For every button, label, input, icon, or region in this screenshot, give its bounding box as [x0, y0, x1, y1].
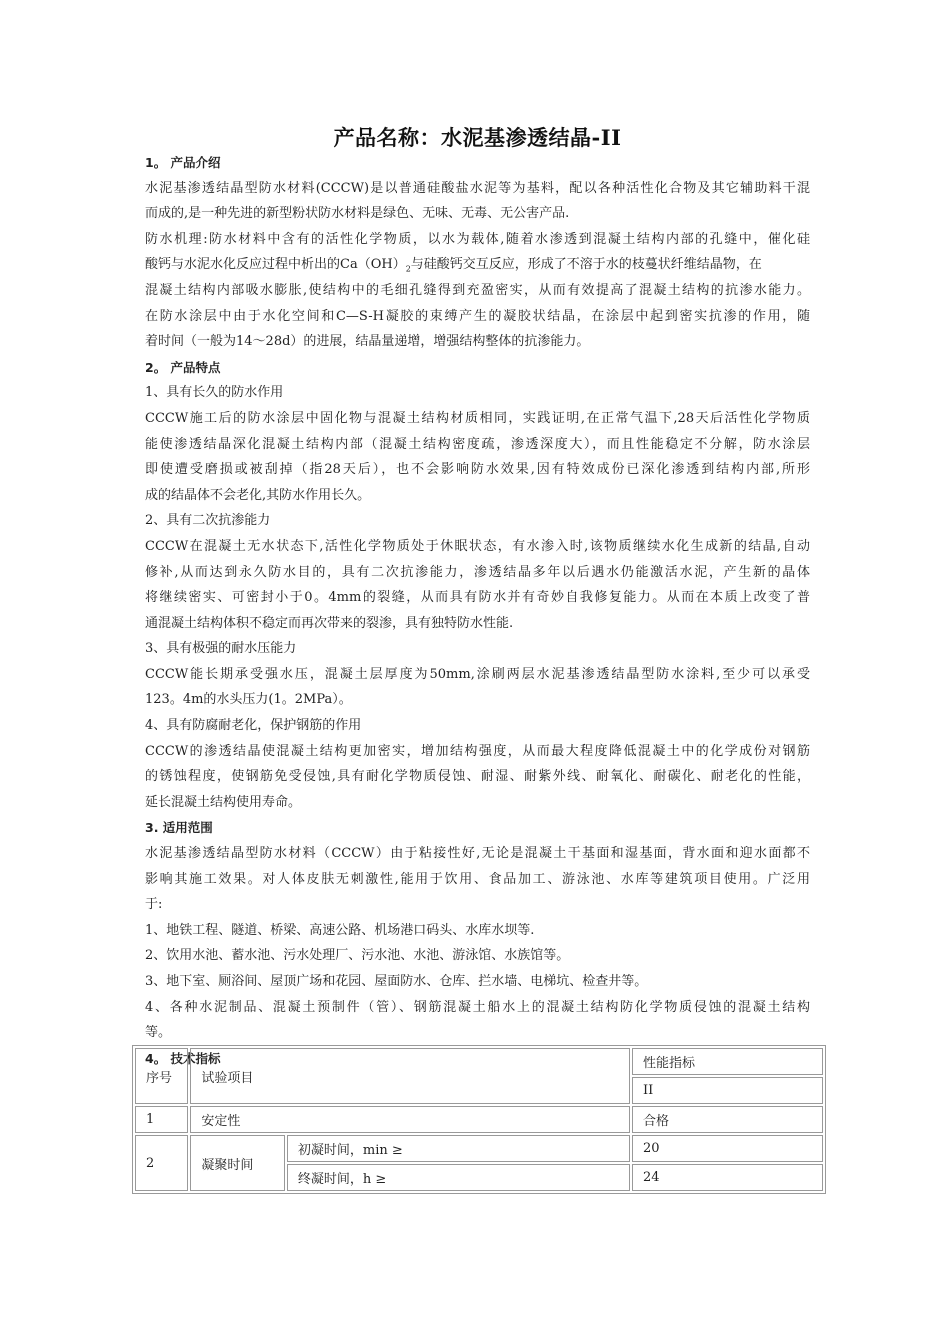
paragraph-line: CCCW施工后的防水涂层中固化物与混凝土结构材质相同，实践证明,在正常气温下,28天后活性化学物质 [145, 410, 810, 426]
table-cell: 凝聚时间 [190, 1135, 284, 1191]
table-row [135, 1048, 823, 1075]
table-cell: 初凝时间，min ≥ [287, 1135, 630, 1162]
feature-title: 1、具有长久的防水作用 [145, 385, 284, 401]
table-cell: 终凝时间，h ≥ [287, 1164, 630, 1191]
table-row [135, 1106, 823, 1133]
paragraph-line: 在防水涂层中由于水化空间和C—S-H凝胶的束缚产生的凝胶状结晶，在涂层中起到密实抗渗的作用，随 [145, 308, 810, 324]
list-item: 3、地下室、厕浴间、屋顶广场和花园、屋面防水、仓库、拦水墙、电梯坑、检查井等。 [145, 974, 648, 989]
list-item: 等。 [145, 1025, 172, 1041]
paragraph-line: 防水机理:防水材料中含有的活性化学物质，以水为载体,随着水渗透到混凝土结构内部的孔缝中，催化硅 [145, 231, 810, 247]
feature-title: 4、具有防腐耐老化，保护钢筋的作用 [145, 718, 362, 734]
feature-title: 3、具有极强的耐水压能力 [145, 641, 297, 657]
table-cell: 合格 [632, 1106, 823, 1133]
table-row [135, 1135, 823, 1162]
paragraph-line: 将继续密实、可密封小于0。4mm的裂缝，从而具有防水并有奇妙自我修复能力。从而在本质上改变了普 [145, 590, 810, 606]
header-cell-item: 试验项目 [190, 1048, 630, 1104]
subscript: 2 [405, 264, 411, 274]
feature-title: 2、具有二次抗渗能力 [145, 513, 271, 529]
table-cell: 安定性 [190, 1106, 630, 1133]
header-cell-no: 序号 [135, 1048, 188, 1104]
paragraph-line: 着时间（一般为14～28d）的进展，结晶量递增，增强结构整体的抗渗能力。 [145, 334, 590, 350]
paragraph-line: 能使渗透结晶深化混凝土结构内部（混凝土结构密度疏，渗透深度大），而且性能稳定不分解，防水涂层 [145, 436, 810, 452]
paragraph-line: 即使遭受磨损或被刮掉（指28天后），也不会影响防水效果,因有特效成份已深化渗透到结构内部,所形 [145, 462, 810, 478]
header-cell-perf: 性能指标 [632, 1048, 823, 1075]
text-segment: 与硅酸钙交互反应，形成了不溶于水的枝蔓状纤维结晶物，在 [410, 257, 762, 273]
paragraph-line-chem [145, 252, 810, 278]
paragraph-line: 影响其施工效果。对人体皮肤无刺激性,能用于饮用、食品加工、游泳池、水库等建筑项目使用。广泛用 [145, 871, 810, 887]
paragraph-line: 于: [145, 897, 163, 913]
text-segment: 酸钙与水泥水化反应过程中析出的Ca（OH） [145, 257, 406, 273]
table-cell: 2 [135, 1135, 188, 1191]
document-body [145, 150, 810, 1071]
table-cell: 24 [632, 1164, 823, 1191]
paragraph-line: 延长混凝土结构使用寿命。 [145, 794, 302, 810]
paragraph-line: 的锈蚀程度，使钢筋免受侵蚀,具有耐化学物质侵蚀、耐湿、耐紫外线、耐氧化、耐碳化、耐老化的性能， [145, 769, 810, 785]
list-item: 1、地铁工程、隧道、桥梁、高速公路、机场港口码头、水库水坝等. [145, 922, 535, 938]
paragraph-line: 成的结晶体不会老化,其防水作用长久。 [145, 487, 371, 503]
paragraph-line: 修补,从而达到永久防水目的，具有二次抗渗能力，渗透结晶多年以后遇水仍能激活水泥，产生新的晶体 [145, 564, 810, 580]
list-item: 2、饮用水池、蓄水池、污水处理厂、污水池、水池、游泳馆、水族馆等。 [145, 948, 570, 964]
page-title: 产品名称：水泥基渗透结晶-II [333, 125, 622, 150]
section-heading-intro: 1。 产品介绍 [145, 155, 221, 170]
paragraph-line: CCCW能长期承受强水压，混凝土层厚度为50mm,涂刷两层水泥基渗透结晶型防水涂料,至少可以承受 [145, 666, 810, 682]
paragraph-line: CCCW的渗透结晶使混凝土结构更加密实，增加结构强度，从而最大程度降低混凝土中的化学成份对钢筋 [145, 743, 810, 759]
paragraph-line: 而成的,是一种先进的新型粉状防水材料是绿色、无味、无毒、无公害产品. [145, 206, 570, 222]
section-heading-scope: 3. 适用范围 [145, 820, 213, 836]
section-heading-specs: 4。 技术指标 [145, 1050, 221, 1066]
paragraph-line: 通混凝土结构体积不稳定而再次带来的裂渗，具有独特防水性能. [145, 615, 514, 631]
paragraph-line: 水泥基渗透结晶型防水材料（CCCW）由于粘接性好,无论是混凝土干基面和湿基面，背水面和迎水面都不 [145, 846, 810, 862]
paragraph-line: 水泥基渗透结晶型防水材料(CCCW)是以普通硅酸盐水泥等为基料，配以各种活性化合物及其它辅助料干混 [145, 180, 810, 196]
table-cell: 20 [632, 1135, 823, 1162]
paragraph-line: 混凝土结构内部吸水膨胀,使结构中的毛细孔缝得到充盈密实，从而有效提高了混凝土结构的抗渗水能力。 [145, 282, 810, 298]
paragraph-line: CCCW在混凝土无水状态下,活性化学物质处于休眠状态，有水渗入时,该物质继续水化生成新的结晶,自动 [145, 538, 810, 554]
header-cell-grade: II [632, 1077, 823, 1104]
table-cell: 1 [135, 1106, 188, 1133]
section-heading-features: 2。 产品特点 [145, 359, 221, 375]
spec-table [132, 1045, 826, 1194]
list-item: 4、各种水泥制品、混凝土预制件（管）、钢筋混凝土船水上的混凝土结构防化学物质侵蚀的混凝土结构 [145, 999, 810, 1015]
paragraph-line: 123。4m的水头压力(1。2MPa）。 [145, 692, 352, 708]
